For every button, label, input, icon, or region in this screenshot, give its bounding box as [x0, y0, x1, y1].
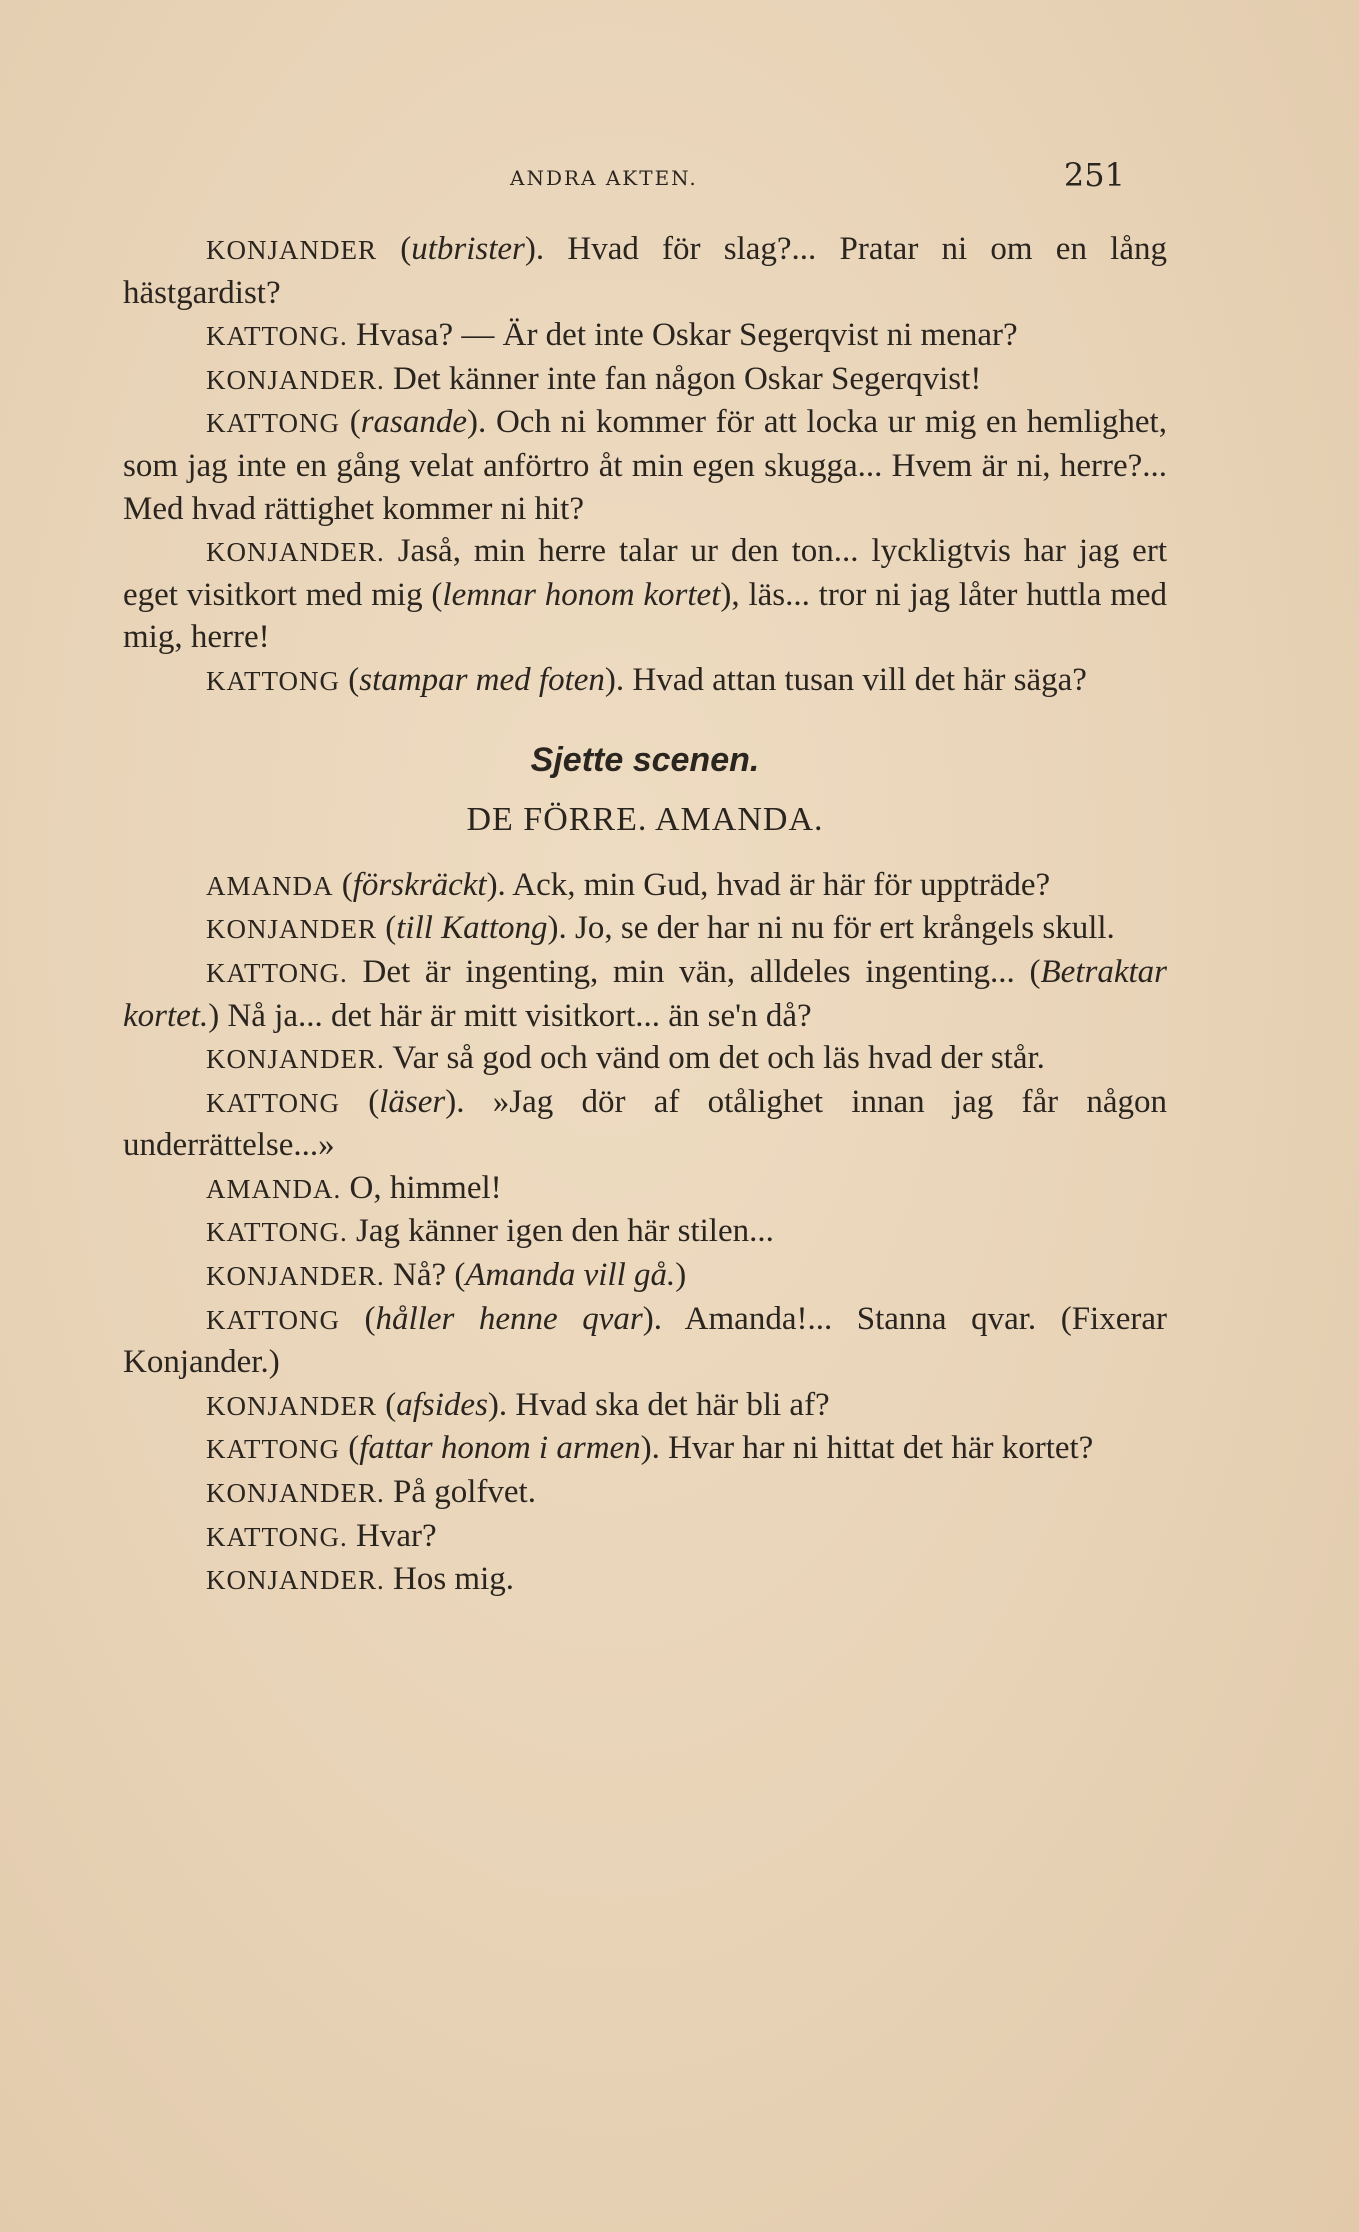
- stage-direction: till Kattong: [396, 910, 548, 947]
- speech-text: ): [675, 1257, 687, 1294]
- stage-direction: Amanda vill gå.: [465, 1257, 676, 1294]
- speech-text: ). Ack, min Gud, hvad är här för uppträde?: [486, 866, 1051, 903]
- speech-text: (: [340, 1083, 380, 1120]
- speech-text: På golfvet.: [384, 1474, 536, 1511]
- speech-paragraph: [123, 228, 1167, 314]
- speech-text: ). Jo, se der har ni nu för ert krångels skull.: [547, 910, 1115, 947]
- speaker-name: KATTONG.: [206, 321, 348, 352]
- speech-paragraph: [123, 1427, 1167, 1471]
- cast-list: DE FÖRRE. AMANDA.: [466, 801, 824, 839]
- speaker-name: KONJANDER: [206, 914, 377, 945]
- speaker-name: KATTONG: [206, 408, 340, 439]
- speech-text: (: [340, 1300, 376, 1337]
- speech-paragraph: [123, 1254, 1167, 1298]
- speaker-name: KONJANDER.: [206, 1261, 385, 1292]
- speech-text: (: [377, 1386, 397, 1423]
- page-number: 251: [1063, 156, 1125, 194]
- speech-paragraph: [123, 907, 1167, 951]
- speech-paragraph: [123, 530, 1167, 659]
- speech-text: Det känner inte fan någon Oskar Segerqvist!: [384, 360, 982, 397]
- speech-text: ) Nå ja... det här är mitt visitkort... än se'n då?: [208, 997, 812, 1034]
- running-head: ANDRA AKTEN.: [510, 166, 698, 190]
- speaker-name: KATTONG.: [206, 957, 348, 988]
- speaker-name: KATTONG: [206, 1434, 340, 1465]
- speech-paragraph: [123, 314, 1167, 358]
- speaker-name: AMANDA.: [206, 1173, 342, 1204]
- speaker-name: KATTONG.: [206, 1217, 348, 1248]
- stage-direction: fattar honom i armen: [359, 1430, 641, 1467]
- speech-paragraph: [123, 1298, 1167, 1384]
- stage-direction: stampar med foten: [359, 661, 605, 698]
- stage-direction: Betraktar kortet.: [123, 953, 1167, 1034]
- speech-text: ). Amanda!... Stanna qvar. (Fixerar Konjander.): [123, 1300, 1167, 1381]
- speech-paragraph: [123, 1167, 1167, 1211]
- speech-paragraph: [123, 1471, 1167, 1515]
- speech-paragraph: [123, 1558, 1167, 1602]
- speech-text: ). Och ni kommer för att locka ur mig en hemlighet, som jag inte en gång velat anförtro åt min egen skugga... Hvem är ni, herre?... Med hvad rättighet kommer ni hit?: [123, 404, 1167, 527]
- stage-direction: förskräckt: [352, 866, 487, 903]
- speech-text: ). Hvad attan tusan vill det här säga?: [604, 661, 1087, 698]
- speech-text: Hos mig.: [384, 1561, 515, 1598]
- speech-text: ). Hvar har ni hittat det här kortet?: [640, 1430, 1094, 1467]
- speech-text: ). »Jag dör af otålighet innan jag får någon underrättelse...»: [123, 1083, 1167, 1164]
- stage-direction: afsides: [396, 1386, 488, 1423]
- speech-text: (: [340, 1430, 360, 1467]
- speaker-name: KATTONG: [206, 665, 340, 696]
- speech-text: O, himmel!: [341, 1169, 502, 1206]
- speaker-name: KONJANDER.: [206, 1044, 385, 1075]
- speech-paragraph: [123, 401, 1167, 530]
- speaker-name: KATTONG.: [206, 1521, 348, 1552]
- speech-text: Hvasa? — Är det inte Oskar Segerqvist ni menar?: [347, 317, 1018, 354]
- speech-text: (: [377, 231, 412, 267]
- stage-direction: läser: [379, 1083, 446, 1120]
- speech-text: (: [340, 404, 361, 441]
- speech-text: Det är ingenting, min vän, alldeles ingenting... (: [347, 953, 1041, 990]
- speech-paragraph: [123, 864, 1167, 908]
- speaker-name: AMANDA: [206, 870, 334, 901]
- scene-title: Sjette scenen.: [530, 740, 760, 779]
- speech-paragraph: [123, 1210, 1167, 1254]
- speaker-name: KONJANDER: [206, 235, 377, 265]
- stage-direction: rasande: [360, 404, 468, 441]
- speech-paragraph: [123, 1384, 1167, 1428]
- speech-paragraph: [123, 1515, 1167, 1559]
- speech-text: (: [377, 910, 397, 947]
- speaker-name: KONJANDER.: [206, 1478, 385, 1509]
- speech-paragraph: [123, 951, 1167, 1037]
- speech-paragraph: [123, 1081, 1167, 1167]
- speech-text: Jaså, min herre talar ur den ton... lyckligtvis har jag ert eget visitkort med mig (: [123, 533, 1167, 613]
- stage-direction: håller henne qvar: [375, 1300, 643, 1337]
- speech-paragraph: [123, 358, 1167, 402]
- speaker-name: KONJANDER.: [206, 537, 385, 568]
- speech-text: (: [333, 866, 353, 903]
- speaker-name: KATTONG: [206, 1304, 340, 1335]
- speech-text: Jag känner igen den här stilen...: [347, 1213, 774, 1250]
- speech-text: ). Hvad för slag?... Pratar ni om en lång hästgardist?: [123, 231, 1167, 311]
- speaker-name: KONJANDER: [206, 1390, 377, 1421]
- play-text: [123, 228, 1167, 1602]
- speech-text: ), läs... tror ni jag låter huttla med mig, herre!: [123, 576, 1168, 656]
- speech-text: Hvar?: [347, 1517, 437, 1554]
- speaker-name: KONJANDER.: [206, 1565, 385, 1596]
- speech-paragraph: [123, 659, 1167, 703]
- speech-text: Nå? (: [384, 1257, 466, 1294]
- speaker-name: KONJANDER.: [206, 364, 385, 395]
- speech-text: Var så god och vänd om det och läs hvad der står.: [384, 1040, 1045, 1077]
- stage-direction: utbrister: [411, 231, 525, 267]
- speaker-name: KATTONG: [206, 1087, 340, 1118]
- speech-text: (: [340, 661, 360, 698]
- speech-paragraph: [123, 1037, 1167, 1081]
- page-header: [125, 156, 1125, 196]
- speech-text: ). Hvad ska det här bli af?: [487, 1386, 830, 1423]
- stage-direction: lemnar honom kortet: [442, 576, 721, 613]
